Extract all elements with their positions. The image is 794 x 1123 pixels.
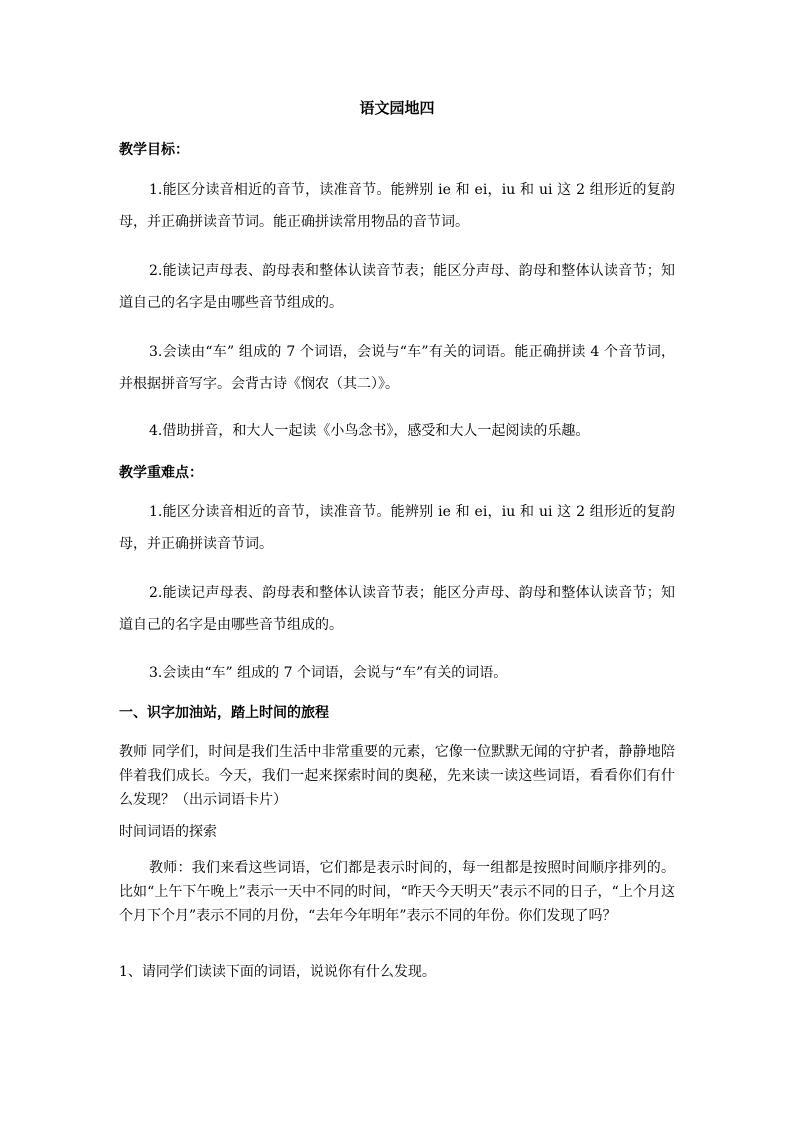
part-one-task: 1、请同学们读读下面的词语，说说你有什么发现。 (119, 964, 436, 980)
part-one-intro: 教师 同学们，时间是我们生活中非常重要的元素，它像一位默默无闻的守护者，静静地陪伴着我们成长。今天，我们一起来探索时间的奥秘，先来读一读这些词语，看看你们有什么发现？（出示词语卡片） (119, 744, 675, 808)
objective-item-2: 2.能读记声母表、韵母表和整体认读音节表；能区分声母、韵母和整体认读音节；知道自己的名字是由哪些音节组成的。 (119, 263, 675, 311)
key-point-item-1: 1.能区分读音相近的音节，读准音节。能辨别 ie 和 ei，iu 和 ui 这 2 组形近的复韵母，并正确拼读音节词。 (119, 504, 675, 552)
part-one-heading: 一、识字加油站，踏上时间的旅程 (119, 705, 329, 721)
key-points-heading: 教学重难点： (119, 465, 203, 481)
objective-item-4: 4.借助拼音，和大人一起读《小鸟念书》，感受和大人一起阅读的乐趣。 (149, 423, 590, 439)
document-title: 语文园地四 (359, 99, 435, 117)
objectives-heading: 教学目标： (119, 142, 189, 158)
part-one-subheading: 时间词语的探索 (119, 824, 217, 840)
part-one-teacher-talk: 教师：我们来看这些词语，它们都是表示时间的，每一组都是按照时间顺序排列的。比如“上午下午晚上”表示一天中不同的时间，“昨天今天明天”表示不同的日子，“上个月这个月下个月”表示不同的月份，“去年今年明年”表示不同的年份。你们发现了吗？ (119, 860, 675, 924)
objective-item-3: 3.会读由“车” 组成的 7 个词语，会说与“车”有关的词语。能正确拼读 4 个音节词，并根据拼音写字。会背古诗《悯农（其二）》。 (119, 344, 675, 392)
key-point-item-2: 2.能读记声母表、韵母表和整体认读音节表；能区分声母、韵母和整体认读音节；知道自己的名字是由哪些音节组成的。 (119, 585, 675, 633)
key-point-item-3: 3.会读由“车” 组成的 7 个词语，会说与“车”有关的词语。 (149, 665, 508, 681)
objective-item-1: 1.能区分读音相近的音节，读准音节。能辨别 ie 和 ei，iu 和 ui 这 2 组形近的复韵母，并正确拼读音节词。能正确拼读常用物品的音节词。 (119, 182, 675, 230)
